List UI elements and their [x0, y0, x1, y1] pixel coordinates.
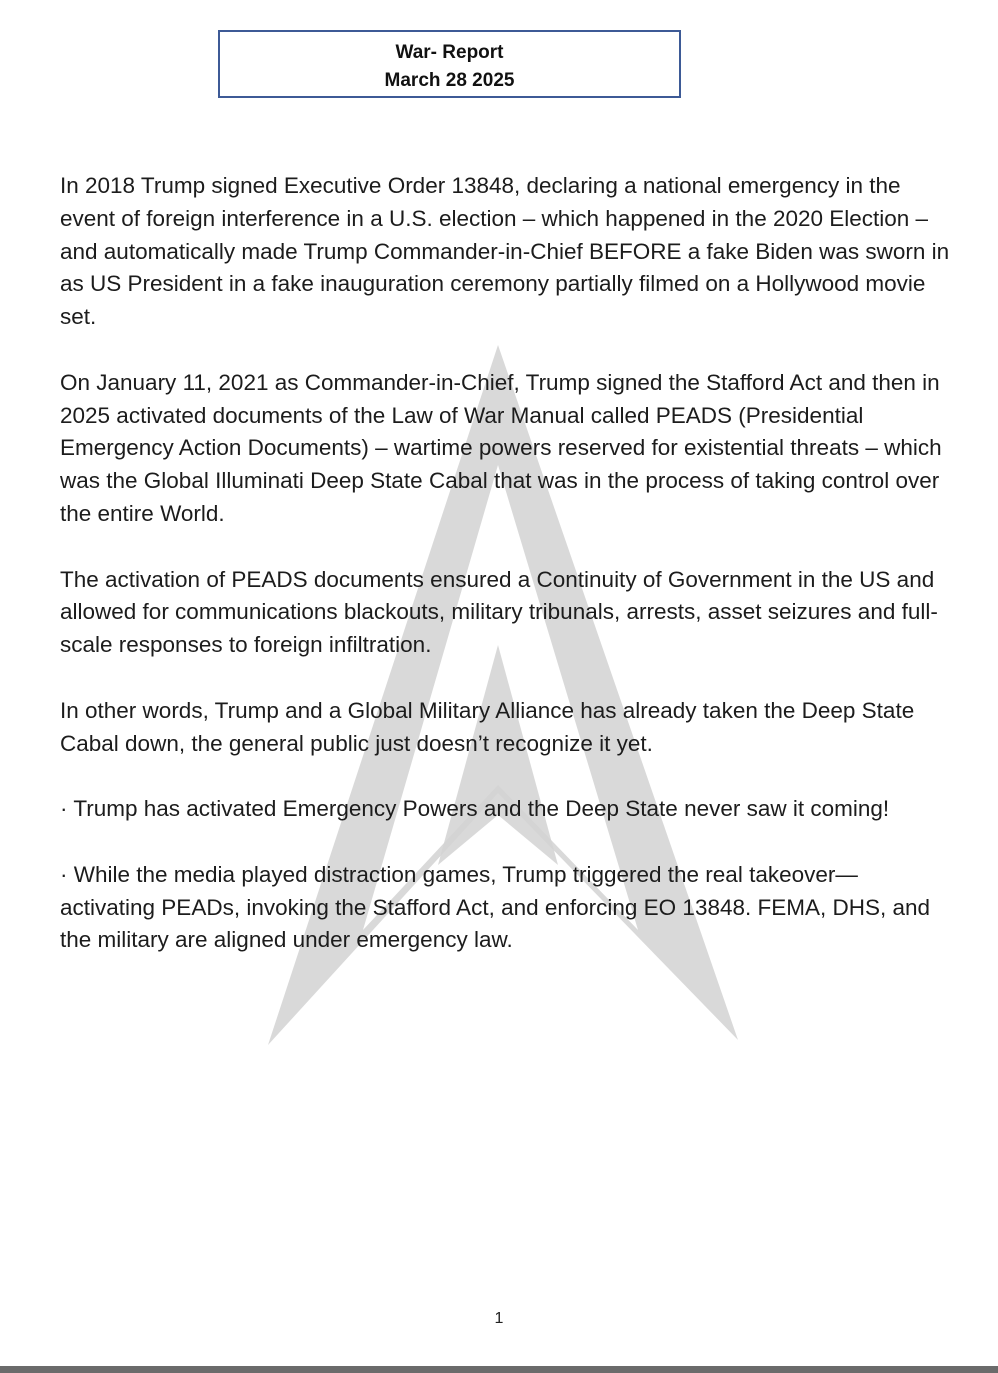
page-number: 1: [494, 1310, 504, 1327]
paragraph-executive-order: In 2018 Trump signed Executive Order 13848, declaring a national emergency in the event of foreign interference in a U.S. election – which happened in the 2020 Election – and automatically made Trump Commander-in-Chief BEFORE a fake Biden was sworn in as US President in a fake inauguration ceremony partially filmed on a Hollywood movie set.: [60, 173, 950, 330]
report-body: [60, 170, 950, 990]
bullet-emergency-powers: · Trump has activated Emergency Powers and the Deep State never saw it coming!: [60, 796, 890, 822]
paragraph-peads-activation: The activation of PEADS documents ensured a Continuity of Government in the US and allowed for communications blackouts, military tribunals, arrests, asset seizures and full-scale responses to foreign infiltration.: [60, 566, 938, 658]
bullet-takeover: · While the media played distraction games, Trump triggered the real takeover—activating PEADs, invoking the Stafford Act, and enforcing EO 13848. FEMA, DHS, and the military are aligned under emergency law.: [60, 861, 931, 953]
report-date: March 28 2025: [384, 70, 515, 91]
report-title-box: [218, 30, 681, 98]
paragraph-stafford-act: On January 11, 2021 as Commander-in-Chief, Trump signed the Stafford Act and then in 2025 activated documents of the Law of War Manual called PEADS (Presidential Emergency Action Documents) – wartime powers reserved for existential threats – which was the Global Illuminati Deep State Cabal that was in the process of taking control over the entire World.: [60, 369, 942, 526]
bottom-divider: [0, 1366, 998, 1373]
report-title: War- Report: [395, 42, 504, 63]
paragraph-other-words: In other words, Trump and a Global Military Alliance has already taken the Deep State Cabal down, the general public just doesn’t recognize it yet.: [60, 697, 915, 756]
